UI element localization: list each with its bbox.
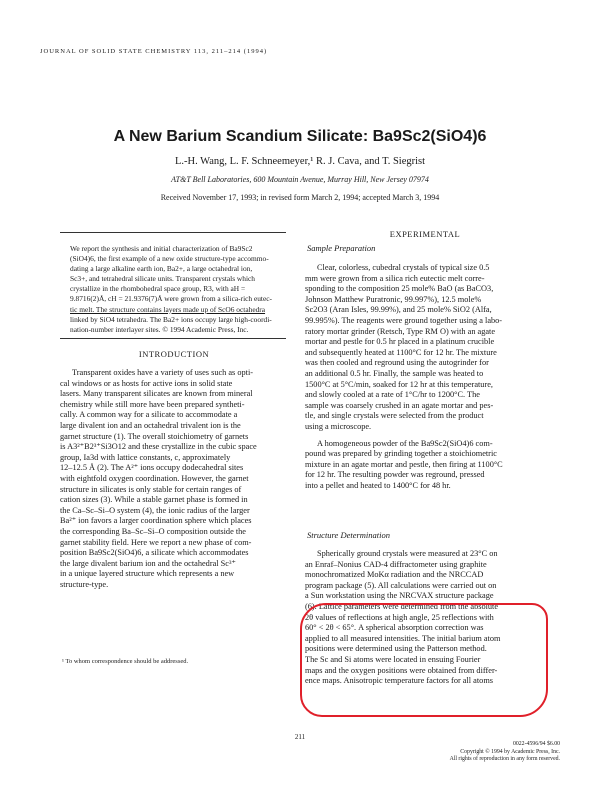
intro-line: cation sizes (3). While a stable garnet phase is formed in xyxy=(60,495,248,505)
struct-line: a Sun workstation using the NRCVAX structure package xyxy=(305,591,494,601)
copyright-line: 0022-4596/94 $6.00 xyxy=(512,741,560,747)
prep-line: Johnson Matthew Puratronic, 99.997%), 12.5 mole% xyxy=(305,294,482,304)
sample-prep-heading: Sample Preparation xyxy=(307,243,376,253)
intro-line: structure-type. xyxy=(60,579,109,589)
copyright-line: Copyright © 1994 by Academic Press, Inc. xyxy=(460,748,560,755)
intro-line: in a unique layered structure which represents a new xyxy=(60,569,235,579)
intro-line: the corresponding Ba–Sc–Si–O composition outside the xyxy=(60,526,246,536)
intro-heading: INTRODUCTION xyxy=(138,349,210,359)
struct-line: positions were determined using the Patterson method. xyxy=(305,644,487,654)
prep-line: and subsequently heated at 1100°C for 12 hr. The mixture xyxy=(305,347,497,357)
paper-title: A New Barium Scandium Silicate: Ba9Sc2(SiO4)6 xyxy=(113,128,487,145)
abstract xyxy=(60,244,288,335)
intro-line: Ba²⁺ ion favors a larger coordination sphere which places xyxy=(60,516,252,526)
prep-line: and slowly cooled at a rate of 1°C/hr to 1200°C. The xyxy=(305,390,480,400)
intro-line: with eightfold oxygen coordination. However, the garnet xyxy=(60,473,249,483)
prep2-line: into a pellet and heated to 1400°C for 48 hr. xyxy=(305,480,451,490)
abstract-line: 9.8716(2)Å, cH = 21.9376(7)Å were grown from a silica-rich eutec- xyxy=(70,294,273,304)
received-dates: Received November 17, 1993; in revised form March 2, 1994; accepted March 3, 1994 xyxy=(160,193,440,202)
red-annotation-outline xyxy=(300,603,548,717)
abstract-line: linked by SiO4 tetrahedra. The Ba2+ ions occupy large high-coordi- xyxy=(70,314,272,324)
prep-line: 99.995%). The reagents were ground together using a labo- xyxy=(305,315,503,325)
prep-line: sponding to the composition 25 mole% BaO (as BaCO3, xyxy=(305,284,494,294)
abstract-line-highlighted: tic melt. The structure contains layers made up of ScO6 octahedra xyxy=(70,304,266,314)
author-list: L.-H. Wang, L. F. Schneemeyer,¹ R. J. Cava, and T. Siegrist xyxy=(174,156,426,167)
journal-header: JOURNAL OF SOLID STATE CHEMISTRY 113, 211–214 (1994) xyxy=(40,48,268,55)
intro-line: the Ca–Sc–Si–O system (4), the ionic radius of the larger xyxy=(60,505,250,515)
prep-line: 1500°C at 5°C/min, soaked for 12 hr at this temperature, xyxy=(305,379,493,389)
copyright-line: All rights of reproduction in any form reserved. xyxy=(449,756,560,762)
page-number: 211 xyxy=(294,733,306,741)
intro-line: large divalent ion and an octahedral trivalent ion is the xyxy=(60,420,241,430)
affiliation: AT&T Bell Laboratories, 600 Mountain Avenue, Murray Hill, New Jersey 07974 xyxy=(171,175,429,184)
copyright-block xyxy=(420,741,560,764)
footnote: ¹ To whom correspondence should be addressed. xyxy=(62,658,189,665)
intro-line: structure in silicates is only stable for certain ranges of xyxy=(60,484,242,494)
prep-line: ratory mortar grinder (Retsch, Type RM O) with an agate xyxy=(305,326,496,336)
intro-line: is A3²⁺B2³⁺Si3O12 and these crystallize in the cubic space xyxy=(60,442,257,452)
sample-prep-body xyxy=(305,263,548,491)
intro-line: Transparent oxides have a variety of uses such as opti- xyxy=(72,368,254,377)
struct-line: 2θ values of reflections at high angle, 25 reflections with xyxy=(305,612,494,622)
struct-line: maps and the oxygen positions were obtained from differ- xyxy=(305,665,498,675)
prep-line: sample was coarsely crushed in an agate mortar and pes- xyxy=(305,400,494,410)
struct-line: The Sc and Si atoms were located in ensuing Fourier xyxy=(305,654,481,664)
struct-line: monochromatized MoKα radiation and the NRCCAD xyxy=(305,570,484,580)
prep-line: an additional 0.5 hr. Finally, the sample was heated to xyxy=(305,368,484,378)
intro-line: cally. A common way for a silicate to accommodate a xyxy=(60,410,238,420)
abstract-bottom-rule xyxy=(60,338,286,339)
intro-line: the large divalent barium ion and the octahedral Sc³⁺ xyxy=(60,558,236,568)
prep2-line: pound was prepared by grinding together a stoichiometric xyxy=(305,449,497,459)
intro-line: 12–12.5 Å (2). The A²⁺ ions occupy dodecahedral sites xyxy=(60,463,244,473)
abstract-top-rule xyxy=(60,232,286,233)
abstract-line: nation-number interlayer sites. © 1994 Academic Press, Inc. xyxy=(70,324,249,334)
abstract-line: dating a large alkaline earth ion, Ba2+, a large octahedral ion, xyxy=(70,264,253,274)
intro-line: group, Ia3d with lattice constants, c, approximately xyxy=(60,452,231,462)
struct-line: 60° < 2θ < 65°. A spherical absorption correction was xyxy=(305,623,484,633)
structure-determination-heading: Structure Determination xyxy=(307,530,391,540)
abstract-line: crystallize in the rhombohedral space group, R3, with aH = xyxy=(70,284,246,294)
prep-line: mm were grown from a silica rich eutectic melt corre- xyxy=(305,273,485,283)
abstract-line: Sc3+, and tetrahedral silicate units. Transparent crystals which xyxy=(70,274,255,284)
prep2-line: A homogeneous powder of the Ba9Sc2(SiO4)6 com- xyxy=(317,438,493,448)
intro-line: chemistry while still more have been prepared syntheti- xyxy=(60,399,245,409)
intro-line: position Ba9Sc2(SiO4)6, a silicate which accommodates xyxy=(60,548,249,558)
struct-line: ence maps. Anisotropic temperature factors for all atoms xyxy=(305,676,493,686)
struct-line: program package (5). All calculations were carried out on xyxy=(305,580,497,590)
abstract-line: We report the synthesis and initial characterization of Ba9Sc2 xyxy=(70,244,253,253)
prep-line: Sc2O3 (Aran Isles, 99.99%), and 25 mole% SiO2 (Alfa, xyxy=(305,305,492,315)
prep2-line: mixture in an agate mortar and pestle, then firing at 1100°C xyxy=(305,459,503,469)
prep-line: tle, and single crystals were selected from the product xyxy=(305,411,484,421)
prep-line: using a microscope. xyxy=(305,421,372,431)
intro-line: cal windows or as hosts for active ions in solid state xyxy=(60,378,233,388)
experimental-heading: EXPERIMENTAL xyxy=(389,229,461,239)
prep-line: Clear, colorless, cubedral crystals of typical size 0.5 xyxy=(317,263,490,272)
intro-line: garnet structure (1). The overall stoichiometry of garnets xyxy=(60,431,249,441)
struct-line: an Enraf–Nonius CAD-4 diffractometer using graphite xyxy=(305,559,487,569)
prep2-line: for 12 hr. The resulting powder was reground, pressed xyxy=(305,470,485,480)
prep-line: mortar and pestle for 0.5 hr placed in a platinum crucible xyxy=(305,337,495,347)
struct-line: applied to all measured intensities. The initial barium atom xyxy=(305,633,501,643)
abstract-line: (SiO4)6, the first example of a new oxide structure-type accommo- xyxy=(70,254,269,264)
struct-line: (6). Lattice parameters were determined from the absolute xyxy=(305,601,499,611)
intro-line: lasers. Many transparent silicates are known from mineral xyxy=(60,389,253,399)
intro-body xyxy=(60,368,290,590)
intro-line: garnet stability field. Here we report a new phase of com- xyxy=(60,537,252,547)
struct-line: Spherically ground crystals were measured at 23°C on xyxy=(317,549,498,558)
prep-line: was then cooled and reground using the autogrinder for xyxy=(305,358,489,368)
